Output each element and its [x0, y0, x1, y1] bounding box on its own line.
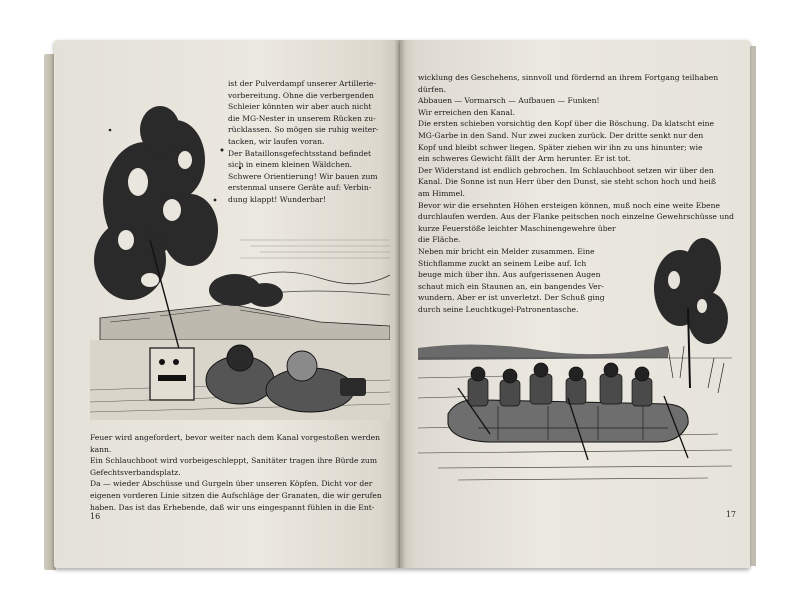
- left-bottom-text: [90, 432, 382, 513]
- text-line: kann.: [90, 444, 112, 454]
- text-line: am Himmel.: [418, 188, 465, 198]
- text-line: durchlaufen werden. Aus der Flanke peitschen noch einzelne Gewehrschüsse und: [418, 212, 734, 222]
- right-top-text: [418, 72, 734, 246]
- page-number-left: 16: [90, 512, 101, 521]
- text-line: erstenmal unsere Geräte auf: Verbin-: [228, 183, 372, 193]
- text-line: Da — wieder Abschüsse und Gurgeln über unseren Köpfen. Dicht vor der: [90, 479, 373, 489]
- left-page: [54, 40, 400, 568]
- text-line: beuge mich über ihn. Aus aufgerissenen Augen: [418, 270, 601, 280]
- page-number-right: 17: [725, 510, 736, 519]
- text-line: die MG-Nester in unserem Rücken zu-: [228, 113, 376, 123]
- text-line: Feuer wird angefordert, bevor weiter nach dem Kanal vorgestoßen werden: [90, 433, 381, 442]
- text-line: rücklassen. So mögen sie ruhig weiter-: [228, 125, 379, 135]
- text-line: Schleier könnten wir aber auch nicht: [228, 102, 372, 112]
- open-book: [44, 40, 756, 570]
- text-line: haben. Das ist das Erhebende, daß wir uns eingespannt fühlen in die Ent-: [90, 502, 375, 512]
- book-gutter: [394, 40, 406, 568]
- text-line: Der Bataillonsgefechtsstand befindet: [228, 148, 372, 158]
- text-line: Der Widerstand ist endlich gebrochen. Im Schlauchboot setzen wir über den: [418, 165, 714, 175]
- text-line: Gefechtsverbandsplatz.: [90, 467, 181, 477]
- text-line: Wir erreichen den Kanal.: [418, 107, 515, 117]
- right-page: [400, 40, 750, 568]
- text-line: Kopf und bleibt schwer liegen. Später ziehen wir ihn zu uns hinunter; wie: [418, 142, 703, 152]
- text-line: kurze Feuerstöße leichter Maschinengewehre über: [418, 223, 616, 233]
- text-line: Stichflamme zuckt an seinem Leibe auf. Ich: [418, 258, 587, 268]
- text-line: wundern. Aber er ist unverletzt. Der Schuß ging: [418, 293, 605, 303]
- text-line: durch seine Leuchtkugel-Patronentasche.: [418, 304, 579, 314]
- text-line: Schwere Orientierung! Wir bauen zum: [228, 171, 378, 181]
- text-line: Abbauen — Vormarsch — Aufbauen — Funken!: [418, 96, 600, 106]
- text-line: Neben mir bricht ein Melder zusammen. Eine: [418, 247, 595, 256]
- text-line: sich in einem kleinen Wäldchen.: [228, 160, 353, 170]
- text-line: Die ersten schieben vorsichtig den Kopf über die Böschung. Da klatscht eine: [418, 119, 715, 129]
- text-line: eigenen vorderen Linie sitzen die Aufschläge der Granaten, die wir gerufen: [90, 490, 382, 500]
- text-line: vorbereitung. Ohne die verbergenden: [228, 90, 374, 100]
- text-line: die Fläche.: [418, 235, 461, 245]
- text-line: wicklung des Geschehens, sinnvoll und fördernd an ihrem Fortgang teilhaben: [418, 73, 719, 82]
- rubber-boat-illustration: [418, 228, 732, 490]
- text-line: MG-Garbe in den Sand. Nur zwei zucken zurück. Der dritte senkt nur den: [418, 130, 704, 140]
- text-line: Ein Schlauchboot wird vorbeigeschleppt, Sanitäter tragen ihre Bürde zum: [90, 456, 378, 466]
- text-line: ein schweres Gewicht fällt der Arm herunter. Er ist tot.: [418, 154, 632, 164]
- text-line: Bevor wir die ersehnten Höhen ersteigen können, muß noch eine weite Ebene: [418, 200, 720, 210]
- left-column-text: [228, 78, 378, 206]
- text-line: schaut mich ein Staunen an, ein bangendes Ver-: [418, 281, 604, 291]
- text-line: ist der Pulverdampf unserer Artillerie-: [228, 79, 377, 88]
- text-line: dürfen.: [418, 84, 446, 94]
- text-line: tacken, wir laufen voran.: [228, 136, 325, 146]
- text-line: dung klappt! Wunderbar!: [228, 194, 327, 204]
- text-line: Kanal. Die Sonne ist nun Herr über den Dunst, sie steht schon hoch und heiß: [418, 177, 716, 187]
